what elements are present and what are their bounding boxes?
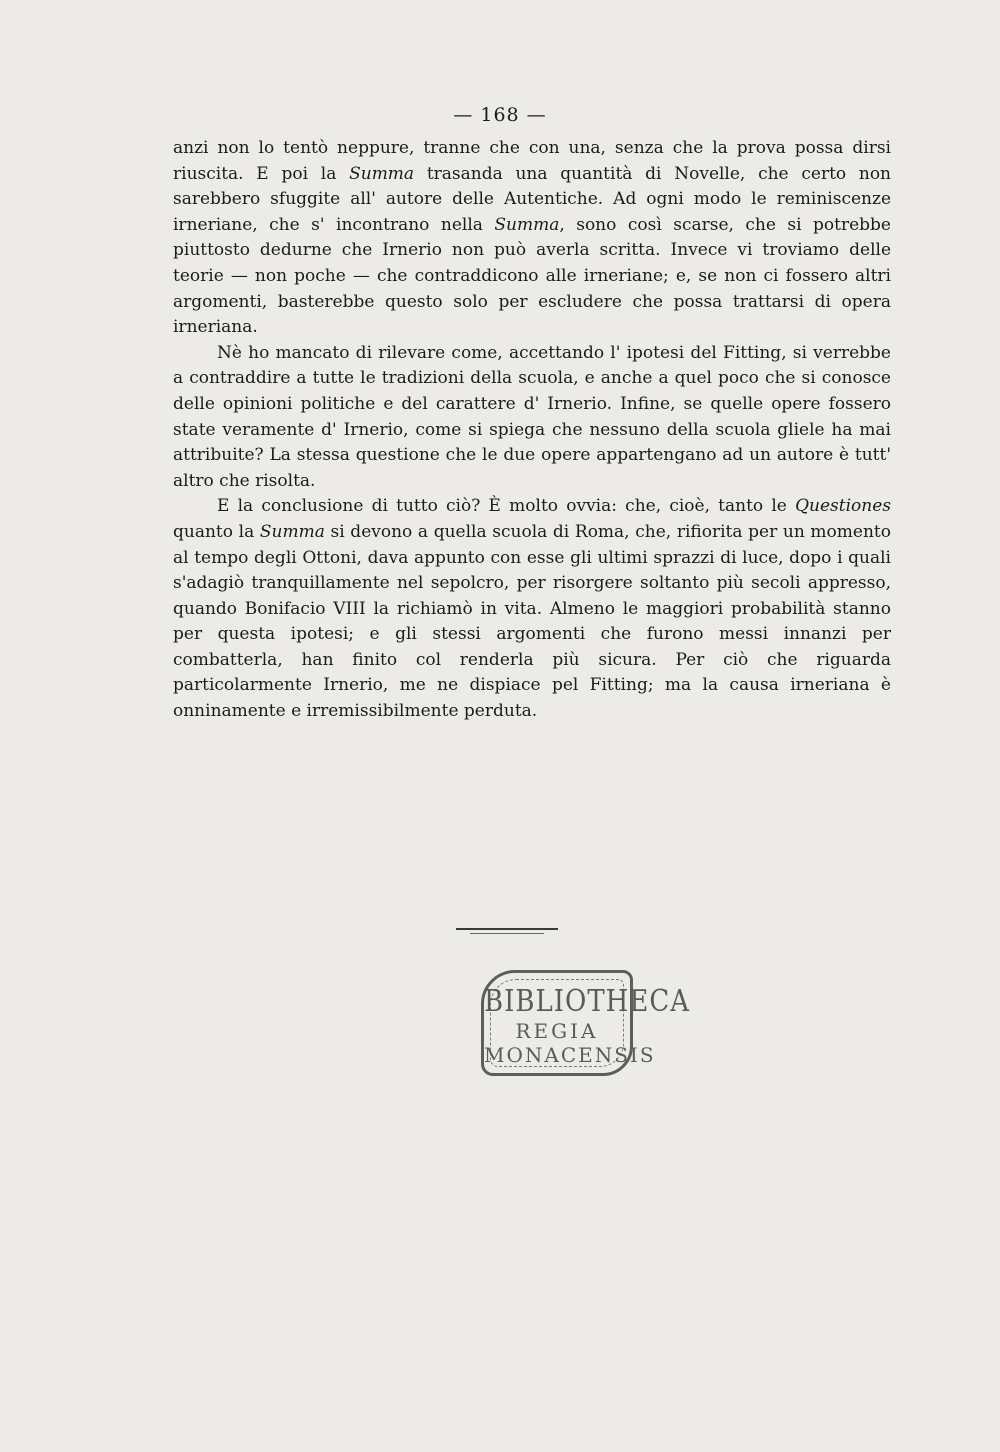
italic-text: Summa — [349, 163, 415, 184]
text-run: trasanda una quantità di Novelle, che certo non sarebbero sfuggite all' autore delle Autentiche. Ad ogni modo le reminiscenze irneriane, che s' incontrano nella — [173, 163, 892, 235]
text-run: anzi non lo tentò neppure, tranne che con una, senza che la prova possa dirsi riuscita. E poi la — [173, 138, 891, 184]
paragraph — [173, 494, 891, 724]
library-stamp-line-2: REGIA — [515, 1019, 599, 1043]
italic-text: Summa — [259, 521, 325, 542]
text-run: si devono a quella scuola di Roma, che, rifiorita per un momento al tempo degli Ottoni, dava appunto con esse gli ultimi sprazzi di luce, dopo i quali s'adagiò tranquillamente nel sepolcro, per risorgere soltanto più secoli appresso, quando Bonifacio VIII la richiamò in vita. Almeno le maggiori probabilità stanno per questa ipotesi; e gli stessi argomenti che furono messi innanzi per combatterla, han finito col renderla più sicura. Per ciò che riguarda particolarmente Irnerio, me ne dispiace pel Fitting; ma la causa irneriana è onninamente e irremissibilmente perduta. — [173, 521, 891, 722]
library-stamp-line-3: MONACENSIS — [484, 1043, 656, 1067]
page-number: — 168 — — [453, 104, 547, 126]
body-text — [173, 136, 891, 725]
library-stamp — [481, 970, 690, 1076]
italic-text: Summa — [494, 214, 560, 235]
italic-text: Questiones — [795, 496, 891, 517]
library-stamp-line-1: BIBLIOTHECA — [484, 984, 690, 1020]
text-run: Nè ho mancato di rilevare come, accettando l' ipotesi del Fitting, si verrebbe a contraddire a tutte le tradizioni della scuola, e anche a quel poco che si conosce delle opinioni politiche e del carattere d' Irnerio. Infine, se quelle opere fossero state veramente d' Irnerio, come si spiega che nessuno della scuola gliele ha mai attribuite? La stessa questione che le due opere appartengano ad un autore è tutt' altro che risolta. — [173, 342, 891, 491]
section-divider — [456, 928, 558, 930]
text-run: , sono così scarse, che si potrebbe piuttosto dedurne che Irnerio non può averla scritta. Invece vi troviamo delle teorie — non poche — che contraddicono alle irneriane; e, se non ci fossero altri argomenti, basterebbe questo solo per escludere che possa trattarsi di opera irneriana. — [173, 214, 891, 338]
text-run: E la conclusione di tutto ciò? È molto ovvia: che, cioè, tanto le — [217, 496, 796, 517]
text-run: quanto la — [173, 521, 260, 542]
paragraph — [173, 341, 891, 495]
paragraph — [173, 136, 891, 341]
